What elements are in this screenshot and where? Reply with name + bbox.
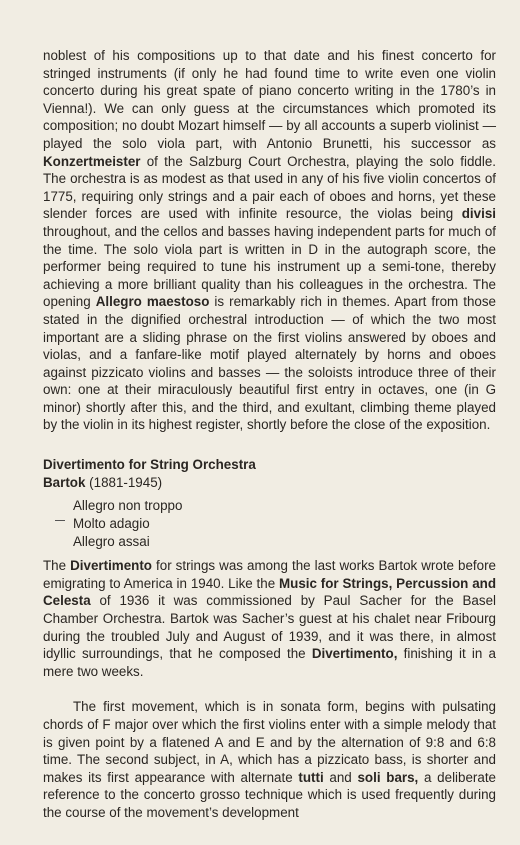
movement-item: Allegro assai [73,534,150,550]
bold-term: Konzertmeister [43,153,141,169]
movement-item: Molto adagio [73,516,150,532]
text-run: of the Salzburg Court Orchestra, playing the solo fiddle. The orchestra is as modest as that used in any of his five violin concertos of 1775, requiring only strings and a pair each of oboes and horns, yet these slender forces are used with infinite resource, the violas being [43,153,496,222]
work-title: Divertimento for String Orchestra [43,457,256,473]
paragraph-mozart [43,47,496,434]
composer-dates: (1881-1945) [89,474,163,490]
bold-term: Music for Strings, Percussion and Celesta [43,575,496,609]
paragraph-divertimento-intro [43,557,496,680]
movement-list [43,497,496,551]
margin-dash [55,520,65,521]
bold-term: Divertimento, [311,646,398,662]
composer-name: Bartok [43,474,86,490]
paragraph-first-movement [43,698,496,821]
text-run: is remarkably rich in themes. Apart from those stated in the dignified orchestral introduction — of which the two most important are a sliding phrase on the first violins answered by oboes and violas, and a fanfare-like motif played alternately by horns and oboes against pizzicato violins and basses — the soloists introduce three of their own: one at their miraculously beautiful first entry in octaves, one (in G minor) shortly after this, and the third, and exultant, climbing theme played by the violin in its highest register, shortly before the close of the exposition. [43,294,496,433]
text-run: The first movement, which is in sonata form, begins with pulsating chords of F major over which the first violins enter with a simple melody that is given point by a flatened A and E and by the alternation of 9:8 and 6:8 time. The second subject, in A, which has a pizzicato bass, is shorter and makes its first appearance with alternate [43,699,496,785]
text-run: noblest of his compositions up to that date and his finest concerto for stringed instruments (if only he had found time to write even one violin concerto during his great spate of piano concerto writing in the 1780’s in Vienna!). We can only guess at the circumstances which promoted its composition; no doubt Mozart himself — by all accounts a superb violinist — played the solo viola part, with Antonio Brunetti, his successor as [43,48,496,151]
composer-line [43,474,496,492]
text-run: The [43,558,71,574]
text-run: a deliberate reference to the concerto grosso technique which is used frequently during the course of the movement’s development [43,769,496,820]
bold-term: soli bars, [357,769,419,785]
text-run: of 1936 it was commissioned by Paul Sacher for the Basel Chamber Orchestra. Bartok was Sacher’s guest at his chalet near Fribourg during the troubled July and August of 1939, and it was there, in almost idyllic surroundings, that he composed the [43,593,496,662]
text-run: and [323,769,358,785]
bold-term: Allegro maestoso [95,294,210,310]
bold-term: divisi [461,206,496,222]
bold-term: tutti [298,769,324,785]
text-run: throughout, and the cellos and basses having independent parts for much of the time. The solo viola part is written in D in the autograph score, the performer being required to tune his instrument up a semi-tone, thereby achieving a more brilliant quality than his colleagues in the orchestra. The opening [43,223,496,310]
movement-item: Allegro non troppo [73,498,183,514]
text-run: finishing it in a mere two weeks. [43,646,497,679]
bold-term: Divertimento [70,558,152,574]
text-run: for strings was among the last works Bartok wrote before emigrating to America in 1940. Like the [43,558,496,591]
